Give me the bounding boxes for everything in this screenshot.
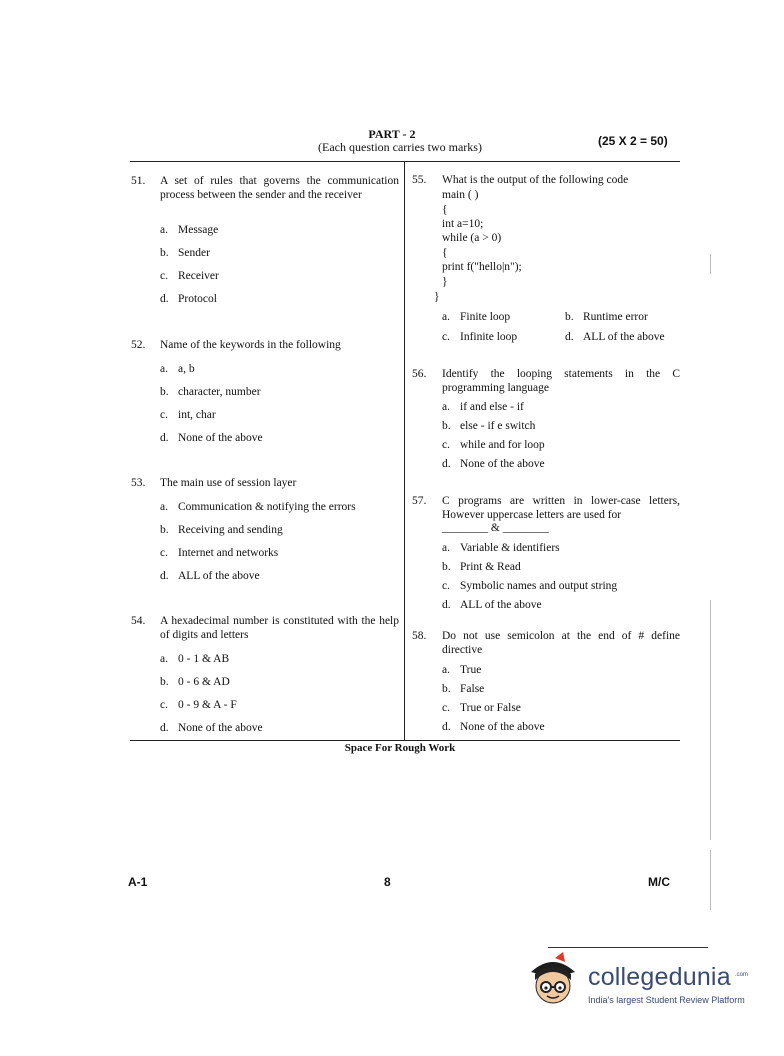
option-text: Sender: [178, 247, 210, 259]
option: [442, 560, 521, 574]
code-line: }: [442, 276, 448, 288]
option: [565, 330, 665, 344]
option-letter: b.: [160, 247, 169, 259]
option-text: Print & Read: [460, 561, 521, 573]
option: [160, 546, 278, 560]
option: [160, 698, 237, 712]
option: [442, 579, 617, 593]
page-number: 8: [384, 875, 391, 889]
question-text: A set of rules that governs the communication process between the sender and the receiver: [160, 175, 399, 201]
option-text: if and else - if: [460, 401, 524, 413]
option-letter: b.: [160, 386, 169, 398]
option-letter: d.: [160, 432, 169, 444]
option-text: None of the above: [460, 458, 545, 470]
question-number: 53.: [131, 477, 146, 489]
option: [442, 682, 484, 696]
option-text: ALL of the above: [178, 570, 260, 582]
code-line: print f("hello|n");: [442, 261, 522, 273]
option-text: Internet and networks: [178, 547, 279, 559]
question-number: 52.: [131, 339, 146, 351]
bottom-divider: [130, 740, 680, 741]
brand-name: collegedunia: [588, 963, 731, 991]
question-text: Do not use semicolon at the end of # define directive: [442, 630, 680, 656]
option-letter: d.: [160, 570, 169, 582]
option-letter: c.: [442, 702, 450, 714]
option-text: Runtime error: [583, 311, 648, 323]
option-text: Variable & identifiers: [460, 542, 560, 554]
option-text: a, b: [178, 363, 195, 375]
option-letter: d.: [160, 293, 169, 305]
question-text: Identify the looping statements in the C programming language: [442, 368, 680, 394]
option-letter: a.: [442, 664, 450, 676]
option-text: False: [460, 683, 485, 695]
question-number: 55.: [412, 174, 427, 186]
option-text: Receiver: [178, 270, 219, 282]
code-line: {: [442, 247, 448, 259]
question-number: 51.: [131, 175, 146, 187]
option: [442, 541, 560, 555]
option: [160, 362, 195, 376]
option-letter: d.: [160, 722, 169, 734]
option: [442, 438, 545, 452]
option-letter: c.: [442, 439, 450, 451]
code-line: while (a > 0): [442, 232, 502, 244]
option-letter: c.: [442, 580, 450, 592]
option-text: Message: [178, 224, 219, 236]
option-letter: a.: [442, 311, 450, 323]
option-text: Infinite loop: [460, 331, 518, 343]
option-text: None of the above: [178, 432, 263, 444]
question-text: The main use of session layer: [160, 477, 297, 489]
logo-divider: [548, 947, 708, 948]
option-text: character, number: [178, 386, 261, 398]
option-text: while and for loop: [460, 439, 545, 451]
option-letter: d.: [442, 721, 451, 733]
brand-tagline: India's largest Student Review Platform: [588, 995, 745, 1005]
option-text: ALL of the above: [583, 331, 665, 343]
option-letter: c.: [160, 547, 168, 559]
scan-edge-mark: [710, 254, 711, 274]
option-text: True or False: [460, 702, 521, 714]
column-divider: [404, 162, 405, 740]
option-text: Communication & notifying the errors: [178, 501, 356, 513]
code-line: {: [442, 204, 448, 216]
option: [442, 663, 481, 677]
question-text: A hexadecimal number is constituted with the help of digits and letters: [160, 615, 399, 641]
option: [160, 408, 216, 422]
option-letter: c.: [160, 409, 168, 421]
question-text: What is the output of the following code: [442, 174, 629, 186]
option-text: 0 - 6 & AD: [178, 676, 230, 688]
option-letter: a.: [160, 224, 168, 236]
option-letter: a.: [160, 501, 168, 513]
code-line: }: [434, 291, 440, 303]
option: [160, 385, 261, 399]
option: [442, 400, 524, 414]
code-line: main ( ): [442, 189, 479, 201]
question-text: C programs are written in lower-case letters, However uppercase letters are used for: [442, 495, 680, 521]
option-letter: a.: [442, 542, 450, 554]
option: [442, 330, 517, 344]
question-number: 58.: [412, 630, 427, 642]
option-text: Receiving and sending: [178, 524, 283, 536]
option-text: None of the above: [460, 721, 545, 733]
option: [565, 310, 648, 324]
option: [160, 721, 263, 735]
option: [160, 569, 260, 583]
option-letter: a.: [160, 363, 168, 375]
option-letter: d.: [442, 599, 451, 611]
question-number: 56.: [412, 368, 427, 380]
scan-edge-mark: [710, 850, 711, 910]
option: [160, 523, 283, 537]
option-letter: b.: [160, 676, 169, 688]
option-letter: b.: [442, 683, 451, 695]
question-text: Name of the keywords in the following: [160, 339, 341, 351]
option: [160, 500, 356, 514]
option-letter: b.: [160, 524, 169, 536]
option-letter: b.: [442, 420, 451, 432]
option-text: None of the above: [178, 722, 263, 734]
option-text: Protocol: [178, 293, 217, 305]
option-text: Finite loop: [460, 311, 511, 323]
option-text: Symbolic names and output string: [460, 580, 618, 592]
fill-blank: ________ & ________: [442, 522, 549, 534]
option: [442, 701, 521, 715]
option: [442, 598, 542, 612]
marks-total: (25 X 2 = 50): [598, 134, 668, 148]
option-text: 0 - 9 & A - F: [178, 699, 237, 711]
mascot-icon: [525, 950, 581, 1012]
question-number: 57.: [412, 495, 427, 507]
option-text: ALL of the above: [460, 599, 542, 611]
footer-code: A-1: [128, 875, 148, 889]
option-text: int, char: [178, 409, 216, 421]
option: [442, 419, 535, 433]
code-line: int a=10;: [442, 218, 484, 230]
option: [160, 292, 217, 306]
option-letter: b.: [442, 561, 451, 573]
option-letter: b.: [565, 311, 574, 323]
option: [442, 720, 545, 734]
option-letter: c.: [160, 270, 168, 282]
option: [160, 269, 219, 283]
option: [160, 652, 229, 666]
option: [160, 246, 210, 260]
part-subtitle: (Each question carries two marks): [318, 140, 482, 154]
option-letter: c.: [442, 331, 450, 343]
brand-suffix: .com: [735, 972, 749, 978]
option-text: else - if e switch: [460, 420, 536, 432]
option: [160, 431, 263, 445]
option-letter: c.: [160, 699, 168, 711]
scan-edge-mark: [710, 600, 711, 840]
top-divider: [130, 161, 680, 162]
option-text: True: [460, 664, 482, 676]
option-letter: a.: [160, 653, 168, 665]
option-text: 0 - 1 & AB: [178, 653, 230, 665]
option: [160, 223, 218, 237]
option: [442, 457, 545, 471]
part-title: PART - 2: [368, 127, 416, 141]
option-letter: d.: [442, 458, 451, 470]
question-number: 54.: [131, 615, 146, 627]
option-letter: d.: [565, 331, 574, 343]
option: [442, 310, 510, 324]
option: [160, 675, 230, 689]
subject-code: M/C: [648, 875, 670, 889]
rough-work-label: Space For Rough Work: [344, 742, 456, 754]
option-letter: a.: [442, 401, 450, 413]
